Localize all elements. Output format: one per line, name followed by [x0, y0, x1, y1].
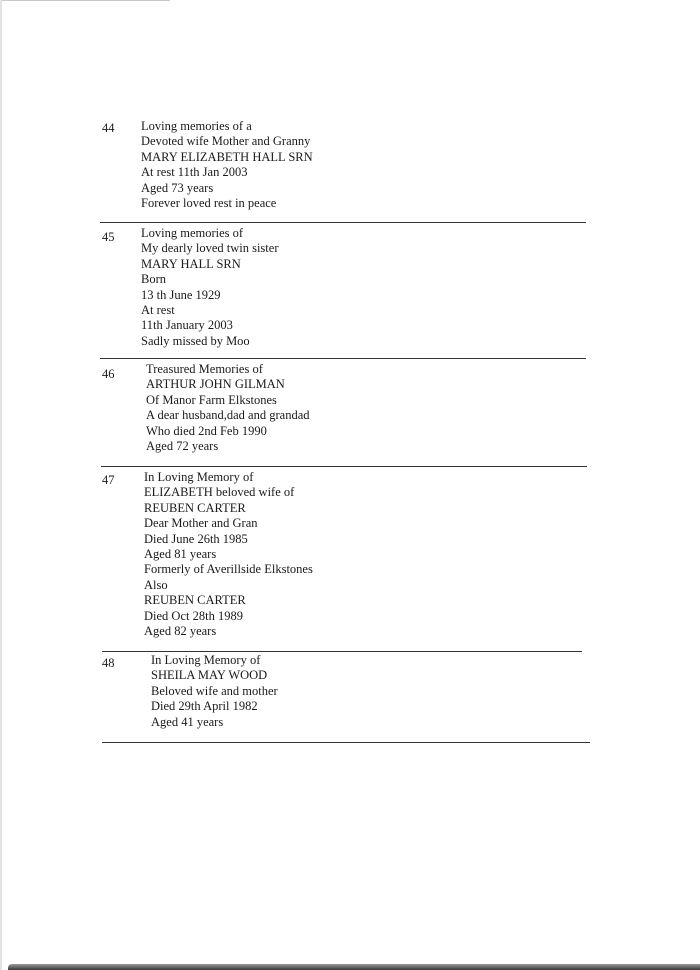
entry-line: Died June 26th 1985 [144, 531, 248, 546]
divider-rule [101, 466, 587, 467]
entry-line: Died Oct 28th 1989 [144, 608, 243, 623]
entry-line: Aged 82 years [144, 624, 217, 639]
entry-line: Of Manor Farm Elkstones [146, 392, 277, 407]
entry-line: Born [141, 272, 166, 287]
entry-line: Forever loved rest in peace [141, 196, 277, 211]
entry-line: MARY ELIZABETH HALL SRN [141, 149, 313, 164]
entry-line: Died 29th April 1982 [151, 699, 258, 714]
divider-rule [100, 358, 586, 359]
entry-line: Treasured Memories of [146, 362, 263, 376]
entry-line: Who died 2nd Feb 1990 [146, 423, 267, 438]
entry-line: ARTHUR JOHN GILMAN [146, 377, 285, 392]
entry-line: At rest [141, 303, 175, 318]
entry-line: In Loving Memory of [151, 653, 261, 667]
entry-line: In Loving Memory of [144, 470, 254, 484]
entry-line: Also [144, 577, 168, 592]
entry-47-number: 47 [102, 473, 115, 487]
entry-line: REUBEN CARTER [144, 593, 246, 608]
divider-rule [102, 651, 582, 652]
entry-line: Beloved wife and mother [151, 683, 278, 698]
entry-46-number: 46 [102, 367, 115, 381]
entry-line: ELIZABETH beloved wife of [144, 485, 295, 500]
entry-46-text [146, 362, 310, 454]
entry-line: Loving memories of [141, 226, 244, 240]
entry-line: Aged 73 years [141, 180, 214, 195]
entry-line: MARY HALL SRN [141, 256, 241, 271]
entry-44-number: 44 [102, 121, 115, 135]
entry-line: Sadly missed by Moo [141, 333, 250, 348]
scan-edge-top [0, 0, 170, 1]
entry-45-number: 45 [102, 230, 115, 244]
entry-line: Aged 72 years [146, 439, 219, 454]
divider-rule [100, 222, 586, 223]
entry-44-text [141, 119, 313, 211]
entry-line: Dear Mother and Gran [144, 516, 258, 531]
entry-line: Aged 81 years [144, 547, 217, 562]
entry-48-text [151, 653, 278, 730]
entry-line: 13 th June 1929 [141, 287, 221, 302]
entry-line: Aged 41 years [151, 714, 224, 729]
entry-line: Loving memories of a [141, 119, 252, 133]
entry-line: 11th January 2003 [141, 318, 233, 333]
entry-47-text [144, 470, 313, 639]
scan-edge-left [0, 0, 2, 970]
scan-edge-bottom [8, 964, 700, 970]
divider-rule [102, 742, 590, 743]
entry-line: A dear husband,dad and grandad [146, 408, 310, 423]
entry-line: Devoted wife Mother and Granny [141, 134, 311, 149]
entry-45-text [141, 226, 278, 349]
entry-48-number: 48 [102, 656, 115, 670]
entry-line: My dearly loved twin sister [141, 241, 279, 256]
entry-line: SHEILA MAY WOOD [151, 668, 268, 683]
entry-line: At rest 11th Jan 2003 [141, 165, 248, 180]
entry-line: REUBEN CARTER [144, 500, 246, 515]
entry-line: Formerly of Averillside Elkstones [144, 562, 313, 577]
